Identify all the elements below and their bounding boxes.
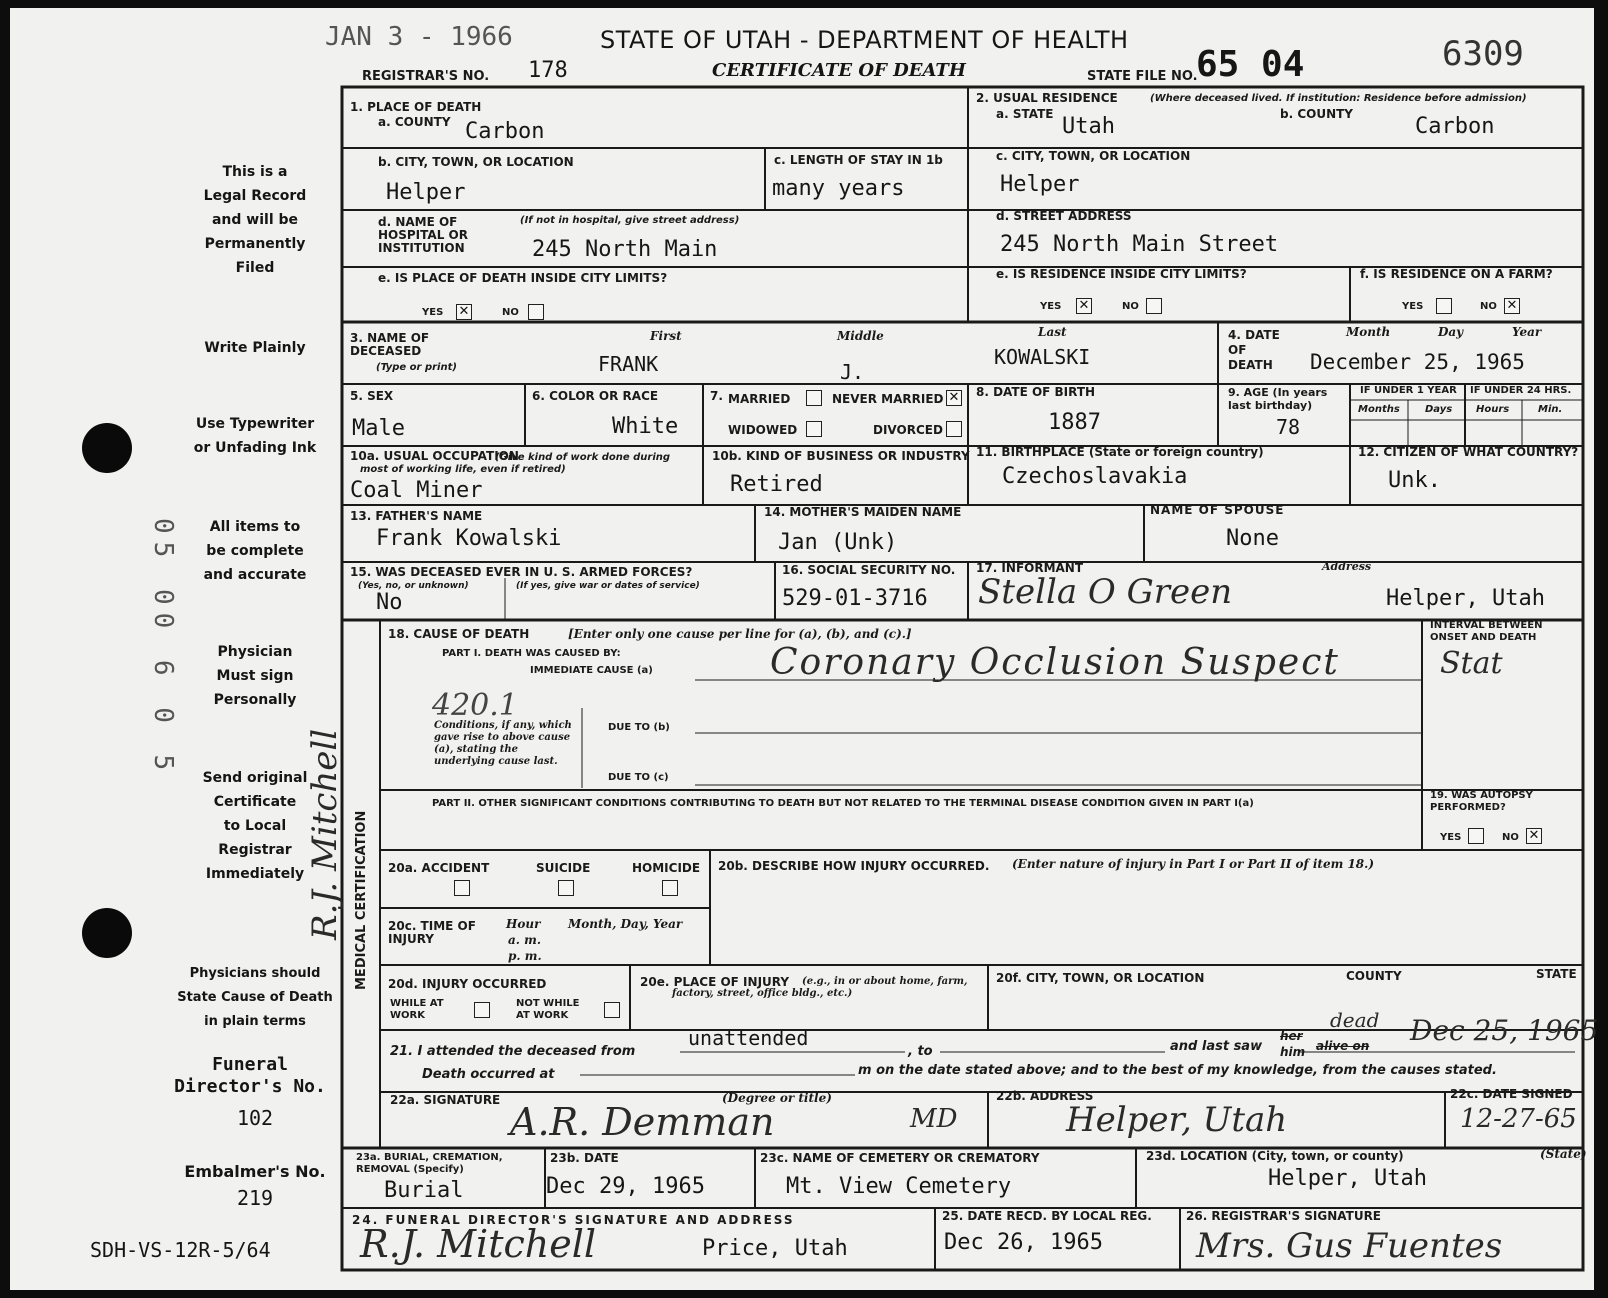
armed-forces-note-1: (Yes, no, or unknown) <box>358 581 469 591</box>
form-code: SDH-VS-12R-5/64 <box>90 1238 271 1262</box>
deceased-name-label: 3. NAME OF DECEASED <box>350 331 430 358</box>
cemetery: Mt. View Cemetery <box>786 1174 1012 1199</box>
injury-city-label: 20f. CITY, TOWN, OR LOCATION <box>996 971 1205 985</box>
usual-residence-label: 2. USUAL RESIDENCE <box>976 91 1118 105</box>
burial-date: Dec 29, 1965 <box>546 1174 705 1199</box>
citizen-label: 12. CITIZEN OF WHAT COUNTRY? <box>1358 445 1579 459</box>
usual-residence-note: (Where deceased lived. If institution: Residence before admission) <box>1150 93 1527 104</box>
sex-label: 5. SEX <box>350 389 394 403</box>
immediate-cause-label: IMMEDIATE CAUSE (a) <box>530 665 653 676</box>
registrar-signature-label: 26. REGISTRAR'S SIGNATURE <box>1186 1209 1381 1223</box>
stay-label: c. LENGTH OF STAY IN 1b <box>774 153 943 167</box>
street-address: 245 North Main Street <box>1000 232 1279 257</box>
length-of-stay: many years <box>772 176 905 201</box>
sidebar-typewriter: Use Typewriter or Unfading Ink <box>193 416 317 456</box>
res-city-label: c. CITY, TOWN, OR LOCATION <box>996 149 1191 163</box>
suicide-label: SUICIDE <box>536 861 591 875</box>
funeral-signature: R.J. Mitchell <box>360 1222 597 1266</box>
place-of-death-label: 1. PLACE OF DEATH <box>350 100 482 114</box>
hospital: 245 North Main <box>532 237 718 262</box>
cause-of-death-label: 18. CAUSE OF DEATH <box>388 627 530 641</box>
part-one-label: PART I. DEATH WAS CAUSED BY: <box>442 648 621 659</box>
place-of-injury-note: (e.g., in or about home, farm, factory, street, office bldg., etc.) <box>672 976 968 999</box>
res-inside-city-label: e. IS RESIDENCE INSIDE CITY LIMITS? <box>996 267 1247 281</box>
alive-on-label: alive on <box>1316 1039 1370 1053</box>
middle-name-label: Middle <box>837 329 884 343</box>
funeral-director-label: Funeral Director's No. <box>174 1054 326 1097</box>
informant-address: Helper, Utah <box>1386 586 1545 611</box>
father-name: Frank Kowalski <box>376 526 562 551</box>
accident-checkbox[interactable] <box>454 880 470 896</box>
farm-no-label: NO <box>1480 301 1497 312</box>
interval: Stat <box>1440 646 1503 681</box>
month-day-year-label: Month, Day, Year <box>568 917 683 931</box>
armed-forces-label: 15. WAS DECEASED EVER IN U. S. ARMED FORCES? <box>350 565 693 579</box>
under-year-label: IF UNDER 1 YEAR <box>1360 385 1457 396</box>
cause-a: Coronary Occlusion Suspect <box>770 642 1340 683</box>
document-title: STATE OF UTAH - DEPARTMENT OF HEALTH <box>600 26 1129 54</box>
injury-description-label: 20b. DESCRIBE HOW INJURY OCCURRED. <box>718 859 990 873</box>
middle-name: J. <box>840 360 865 384</box>
married-label: MARRIED <box>728 392 791 406</box>
date-of-death: December 25, 1965 <box>1310 350 1525 374</box>
citizen: Unk. <box>1388 468 1441 493</box>
cause-note: [Enter only one cause per line for (a), (b), and (c).] <box>568 627 912 641</box>
cemetery-label: 23c. NAME OF CEMETERY OR CREMATORY <box>760 1151 1040 1165</box>
spouse-name: None <box>1226 526 1279 551</box>
autopsy-yes-checkbox[interactable] <box>1468 828 1484 844</box>
last-saw-label: and last saw <box>1170 1039 1263 1054</box>
death-city-label: b. CITY, TOWN, OR LOCATION <box>378 155 574 169</box>
homicide-checkbox[interactable] <box>662 880 678 896</box>
year-label: Year <box>1512 325 1542 339</box>
injury-description-note: (Enter nature of injury in Part I or Part II of item 18.) <box>1012 857 1375 871</box>
physician-address: Helper, Utah <box>1066 1100 1288 1140</box>
sidebar-write-plainly: Write Plainly <box>204 340 306 356</box>
received-date: Dec 26, 1965 <box>944 1230 1103 1255</box>
injury-county-label: COUNTY <box>1346 969 1402 983</box>
received-stamp: JAN 3 - 1966 <box>325 22 513 52</box>
attended-label: 21. I attended the deceased from <box>390 1044 636 1059</box>
inside-city-no-checkbox[interactable] <box>528 304 544 320</box>
alive-date: Dec 25, 1965 <box>1410 1014 1599 1047</box>
res-inside-no-checkbox[interactable] <box>1146 298 1162 314</box>
certificate-title: CERTIFICATE OF DEATH <box>712 60 966 81</box>
death-county-label: a. COUNTY <box>378 115 451 129</box>
degree-label: (Degree or title) <box>722 1091 832 1105</box>
widowed-label: WIDOWED <box>728 423 798 437</box>
injury-state-label: STATE <box>1536 967 1577 981</box>
res-state-label: a. STATE <box>996 107 1054 121</box>
not-at-work-checkbox[interactable] <box>604 1002 620 1018</box>
due-to-b-label: DUE TO (b) <box>608 722 670 733</box>
medical-certification-label: MEDICAL CERTIFICATION <box>354 810 369 990</box>
funeral-signature-label: 24. FUNERAL DIRECTOR'S SIGNATURE AND ADDRESS <box>352 1213 795 1227</box>
birthplace-label: 11. BIRTHPLACE (State or foreign country) <box>976 445 1264 459</box>
inside-city-no-label: NO <box>502 307 519 318</box>
occupation-label: 10a. USUAL OCCUPATION <box>350 449 519 463</box>
business-label: 10b. KIND OF BUSINESS OR INDUSTRY <box>712 449 970 463</box>
physician-degree: MD <box>910 1104 958 1134</box>
due-to-c-label: DUE TO (c) <box>608 772 669 783</box>
birth-date-label: 8. DATE OF BIRTH <box>976 385 1096 399</box>
statement-label: m on the date stated above; and to the best of my knowledge, from the causes stated. <box>858 1063 1497 1078</box>
under-day-label: IF UNDER 24 HRS. <box>1470 385 1572 396</box>
date-of-death-label: 4. DATE OF DEATH <box>1228 328 1280 372</box>
age: 78 <box>1276 415 1301 439</box>
never-married-label: NEVER MARRIED <box>832 392 944 406</box>
divorced-checkbox[interactable] <box>946 421 962 437</box>
mother-name: Jan (Unk) <box>778 530 898 555</box>
business: Retired <box>730 472 823 497</box>
farm-label: f. IS RESIDENCE ON A FARM? <box>1360 267 1553 281</box>
hours-label: Hours <box>1476 404 1510 415</box>
street-address-label: d. STREET ADDRESS <box>996 209 1132 223</box>
min-label: Min. <box>1538 404 1563 415</box>
autopsy-no-label: NO <box>1502 832 1519 843</box>
res-inside-yes-label: YES <box>1040 301 1062 312</box>
month-label: Month <box>1346 325 1391 339</box>
ssn: 529-01-3716 <box>782 586 928 611</box>
race-label: 6. COLOR OR RACE <box>532 389 659 403</box>
mother-label: 14. MOTHER'S MAIDEN NAME <box>764 505 962 519</box>
widowed-checkbox[interactable] <box>806 421 822 437</box>
deceased-name-note: (Type or print) <box>376 362 457 373</box>
pm-label: p. m. <box>508 949 542 963</box>
signature-label: 22a. SIGNATURE <box>390 1093 501 1107</box>
divorced-label: DIVORCED <box>873 423 943 437</box>
dead-annotation: dead <box>1330 1008 1380 1032</box>
married-checkbox[interactable] <box>806 390 822 406</box>
never-married-checkbox[interactable]: ✕ <box>946 390 962 406</box>
res-county-label: b. COUNTY <box>1280 107 1353 121</box>
res-county: Carbon <box>1415 114 1495 139</box>
birthplace: Czechoslavakia <box>1002 464 1188 489</box>
inside-city-yes-label: YES <box>422 307 444 318</box>
injury-occurred-label: 20d. INJURY OCCURRED <box>388 977 547 991</box>
part-two-label: PART II. OTHER SIGNIFICANT CONDITIONS CONTRIBUTING TO DEATH BUT NOT RELATED TO THE TERMINAL DISEASE CONDITION GIVEN IN PART I(a) <box>432 798 1254 809</box>
informant-label: 17. INFORMANT <box>976 561 1084 575</box>
not-at-work-label: NOT WHILE AT WORK <box>516 998 580 1021</box>
informant-signature: Stella O Green <box>978 572 1233 612</box>
occupation: Coal Miner <box>350 478 483 503</box>
time-of-injury-label: 20c. TIME OF INJURY <box>388 919 476 946</box>
days-label: Days <box>1425 404 1453 415</box>
place-of-injury-label: 20e. PLACE OF INJURY <box>640 975 790 989</box>
received-date-label: 25. DATE RECD. BY LOCAL REG. <box>942 1209 1152 1223</box>
autopsy-yes-label: YES <box>1440 832 1462 843</box>
registrar-no-label: REGISTRAR'S NO. <box>362 69 490 84</box>
autopsy-label: 19. WAS AUTOPSY PERFORMED? <box>1430 790 1533 813</box>
last-name: KOWALSKI <box>994 345 1091 369</box>
vertical-signature: R.J. Mitchell <box>305 728 345 940</box>
physician-address-label: 22b. ADDRESS <box>996 1089 1094 1103</box>
her-label: her <box>1280 1029 1303 1043</box>
day-label: Day <box>1438 325 1464 339</box>
res-inside-yes-checkbox[interactable]: ✕ <box>1076 298 1092 314</box>
burial-date-label: 23b. DATE <box>550 1151 619 1165</box>
registrar-no: 178 <box>528 58 568 83</box>
ssn-label: 16. SOCIAL SECURITY NO. <box>782 563 956 577</box>
autopsy-no-checkbox[interactable]: ✕ <box>1526 828 1542 844</box>
accident-label: 20a. ACCIDENT <box>388 861 490 875</box>
burial-type: Burial <box>384 1178 464 1203</box>
registrar-signature: Mrs. Gus Fuentes <box>1196 1226 1503 1266</box>
embalmer-no: 219 <box>236 1186 274 1210</box>
conditions-note: Conditions, if any, which gave rise to above cause (a), stating the underlying cause last. <box>434 720 572 767</box>
while-at-work-checkbox[interactable] <box>474 1002 490 1018</box>
res-city: Helper <box>1000 172 1080 197</box>
state-file-label: STATE FILE NO. <box>1087 69 1198 84</box>
hospital-note: (If not in hospital, give street address) <box>520 215 740 226</box>
him-label: him <box>1280 1045 1306 1059</box>
sex: Male <box>352 416 405 441</box>
occupation-note: (Give kind of work done during most of working life, even if retired) <box>360 452 671 475</box>
sidebar-complete: All items to be complete and accurate <box>203 519 307 583</box>
attended-value: unattended <box>688 1026 809 1050</box>
vertical-file-number <box>148 518 178 538</box>
hour-label: Hour <box>506 917 541 931</box>
sidebar-legal-record: This is a Legal Record and will be Permanently Filed <box>203 164 307 276</box>
physician-signature: A.R. Demman <box>510 1100 775 1144</box>
death-county: Carbon <box>465 119 545 144</box>
sidebar-send: Send original Certificate to Local Registrar Immediately <box>202 770 308 882</box>
burial-location-label: 23d. LOCATION (City, town, or county) <box>1146 1149 1404 1163</box>
death-occurred-label: Death occurred at <box>422 1067 555 1082</box>
farm-yes-checkbox[interactable] <box>1436 298 1452 314</box>
res-state: Utah <box>1062 114 1115 139</box>
first-name: FRANK <box>598 352 659 376</box>
hospital-label: d. NAME OF HOSPITAL OR INSTITUTION <box>378 215 468 255</box>
armed-forces: No <box>376 590 403 615</box>
date-signed: 12-27-65 <box>1460 1104 1577 1134</box>
while-at-work-label: WHILE AT WORK <box>390 998 444 1021</box>
burial-state-label: (State) <box>1540 1147 1587 1161</box>
homicide-label: HOMICIDE <box>632 861 701 875</box>
state-file-seq: 6309 <box>1442 34 1524 74</box>
spouse-label: NAME OF SPOUSE <box>1150 503 1285 517</box>
sidebar-cause-terms: Physicians should State Cause of Death in plain terms <box>177 966 333 1029</box>
suicide-checkbox[interactable] <box>558 880 574 896</box>
father-label: 13. FATHER'S NAME <box>350 509 483 523</box>
funeral-director-no: 102 <box>236 1106 274 1130</box>
am-label: a. m. <box>508 933 542 947</box>
embalmer-label: Embalmer's No. <box>184 1162 326 1181</box>
disease-code: 420.1 <box>432 688 518 723</box>
funeral-address: Price, Utah <box>702 1236 848 1261</box>
interval-label: INTERVAL BETWEEN ONSET AND DEATH <box>1430 620 1543 643</box>
burial-label: 23a. BURIAL, CREMATION, REMOVAL (Specify) <box>356 1152 503 1175</box>
race: White <box>612 414 679 439</box>
birth-date: 1887 <box>1048 410 1101 435</box>
age-label: 9. AGE (In years last birthday) <box>1228 386 1328 412</box>
death-city: Helper <box>386 180 466 205</box>
burial-location: Helper, Utah <box>1268 1166 1427 1191</box>
months-label: Months <box>1358 404 1400 415</box>
res-inside-no-label: NO <box>1122 301 1139 312</box>
to-label: , to <box>908 1044 933 1059</box>
inside-city-label: e. IS PLACE OF DEATH INSIDE CITY LIMITS? <box>378 271 668 285</box>
first-name-label: First <box>650 329 682 343</box>
farm-no-checkbox[interactable]: ✕ <box>1504 298 1520 314</box>
marital-number: 7. <box>710 389 723 403</box>
inside-city-yes-checkbox[interactable]: ✕ <box>456 304 472 320</box>
date-signed-label: 22c. DATE SIGNED <box>1450 1087 1573 1101</box>
state-file-no: 65 04 <box>1196 44 1305 85</box>
informant-address-label: Address <box>1322 560 1372 573</box>
armed-forces-note-2: (If yes, give war or dates of service) <box>516 581 700 591</box>
sidebar-physician: Physician Must sign Personally <box>213 644 297 708</box>
farm-yes-label: YES <box>1402 301 1424 312</box>
last-name-label: Last <box>1038 325 1067 339</box>
